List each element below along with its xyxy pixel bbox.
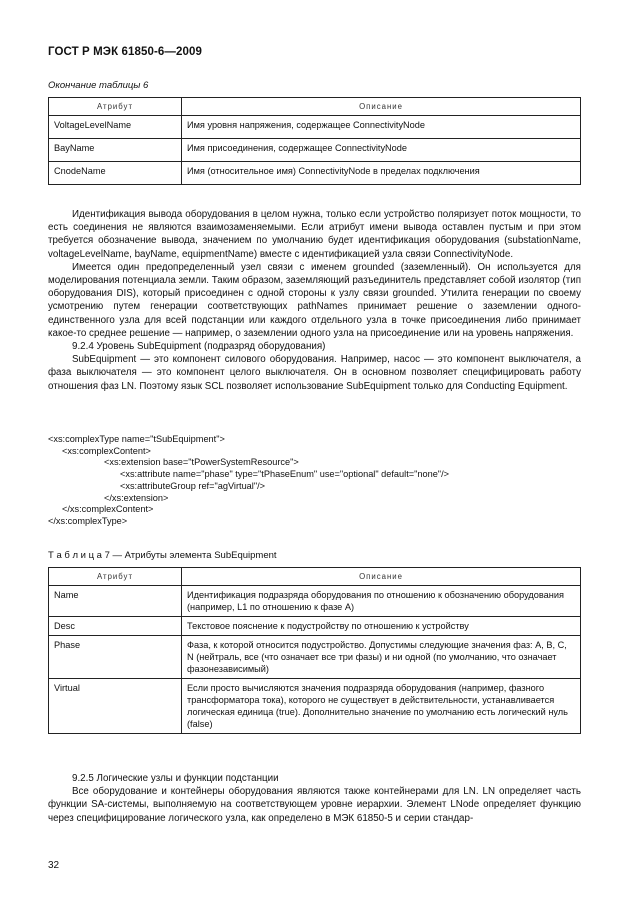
table-header-row [49, 568, 581, 586]
attribute-cell: Name [49, 586, 182, 617]
paragraph: Идентификация вывода оборудования в целом нужна, только если устройство поляризует поток мощности, то есть соединения не являются взаимозаменяемыми. Если атрибут имени вывода оставлен пустым и при этом требуется обозначение вывода, значением по умолчанию будет идентификация оборудования (substationName, voltageLevelName, bayName, equipmentName) вместе с идентификацией узла связи ConnectivityNode. [48, 209, 581, 260]
table7-caption: Т а б л и ц а 7 — Атрибуты элемента SubEquipment [48, 550, 277, 561]
section-heading-9-2-5: 9.2.5 Логические узлы и функции подстанции [72, 773, 279, 784]
attribute-cell: Phase [49, 636, 182, 679]
section-heading-9-2-4: 9.2.4 Уровень SubEquipment (подразряд оборудования) [72, 341, 326, 353]
table-row [49, 116, 581, 139]
code-line: <xs:attributeGroup ref="agVirtual"/> [120, 480, 266, 491]
table-row [49, 679, 581, 734]
attribute-cell: CnodeName [49, 162, 182, 185]
table-row [49, 617, 581, 636]
description-cell: Идентификация подразряда оборудования по отношению к обозначению оборудования (например, L1 по отношению к фазе A) [182, 586, 581, 617]
code-line: </xs:complexContent> [62, 504, 154, 515]
xml-schema-code [48, 434, 449, 528]
attribute-cell: VoltageLevelName [49, 116, 182, 139]
column-header-attribute: Атрибут [49, 98, 182, 116]
attribute-cell: BayName [49, 139, 182, 162]
attribute-cell: Virtual [49, 679, 182, 734]
code-line: </xs:complexType> [48, 515, 128, 526]
code-line: </xs:extension> [104, 492, 169, 503]
body-text-1 [48, 208, 581, 393]
code-line: <xs:attribute name="phase" type="tPhaseEnum" use="optional" default="none"/> [120, 469, 449, 480]
code-line: <xs:extension base="tPowerSystemResource"> [104, 457, 299, 468]
description-cell: Имя присоединения, содержащее ConnectivityNode [182, 139, 581, 162]
column-header-attribute: Атрибут [49, 568, 182, 586]
paragraph: SubEquipment — это компонент силового оборудования. Например, насос — это компонент выключателя, а фаза выключателя — это компонент целого выключателя. Он в основном позволяет специфицировать работу отношения фаз LN. Поэтому язык SCL позволяет использование SubEquipment только для Conducting Equipment. [48, 354, 581, 392]
table-row [49, 636, 581, 679]
document-header: ГОСТ Р МЭК 61850-6—2009 [48, 46, 202, 58]
description-cell: Фаза, к которой относится подустройство. Допустимы следующие значения фаз: A, B, C, N (нейтраль, все (что означает все три фазы) и ни одной (по умолчанию, что означает фазонезависимый) [182, 636, 581, 679]
table-7 [48, 567, 581, 734]
paragraph: Имеется один предопределенный узел связи с именем grounded (заземленный). Он используется для моделирования потенциала земли. Таким образом, заземляющий разъединитель представляет собой изолятор (тип оборудования DIS), который присоединен с одной стороны к узлу связи grounded. Утилита генерации по своему усмотрению путем генерации соответствующих pathNames принимает решение о заземлении одного-единственного узла для всей подстанции или каждого отдельного узла в точке присоединения либо принимает какое-то среднее решение — например, о заземлении одного узла на присоединение или на уровень напряжения. [48, 261, 581, 339]
description-cell: Имя (относительное имя) ConnectivityNode в пределах подключения [182, 162, 581, 185]
description-cell: Если просто вычисляются значения подразряда оборудования (например, фазного трансформатора тока), которого не существует в действительности, устанавливается логическая единица (true). Дополнительно значение по умолчанию есть логический нуль (false) [182, 679, 581, 734]
table-row [49, 586, 581, 617]
table-header-row [49, 98, 581, 116]
table-row [49, 162, 581, 185]
page-number: 32 [48, 860, 60, 871]
column-header-description: Описание [182, 568, 581, 586]
body-text-2 [48, 772, 581, 825]
table6-caption: Окончание таблицы 6 [48, 80, 149, 91]
code-line: <xs:complexContent> [62, 445, 151, 456]
paragraph: Все оборудование и контейнеры оборудования являются также контейнерами для LN. LN определяет часть функции SA-системы, выполняемую на соответствующем уровне иерархии. Элемент LNode определяет функцию через специфицирование логического узла, как определено в МЭК 61850-5 и серии стандар- [48, 786, 581, 824]
table-row [49, 139, 581, 162]
attribute-cell: Desc [49, 617, 182, 636]
description-cell: Имя уровня напряжения, содержащее ConnectivityNode [182, 116, 581, 139]
column-header-description: Описание [182, 98, 581, 116]
table-6 [48, 97, 581, 185]
code-line: <xs:complexType name="tSubEquipment"> [48, 434, 225, 444]
description-cell: Текстовое пояснение к подустройству по отношению к устройству [182, 617, 581, 636]
